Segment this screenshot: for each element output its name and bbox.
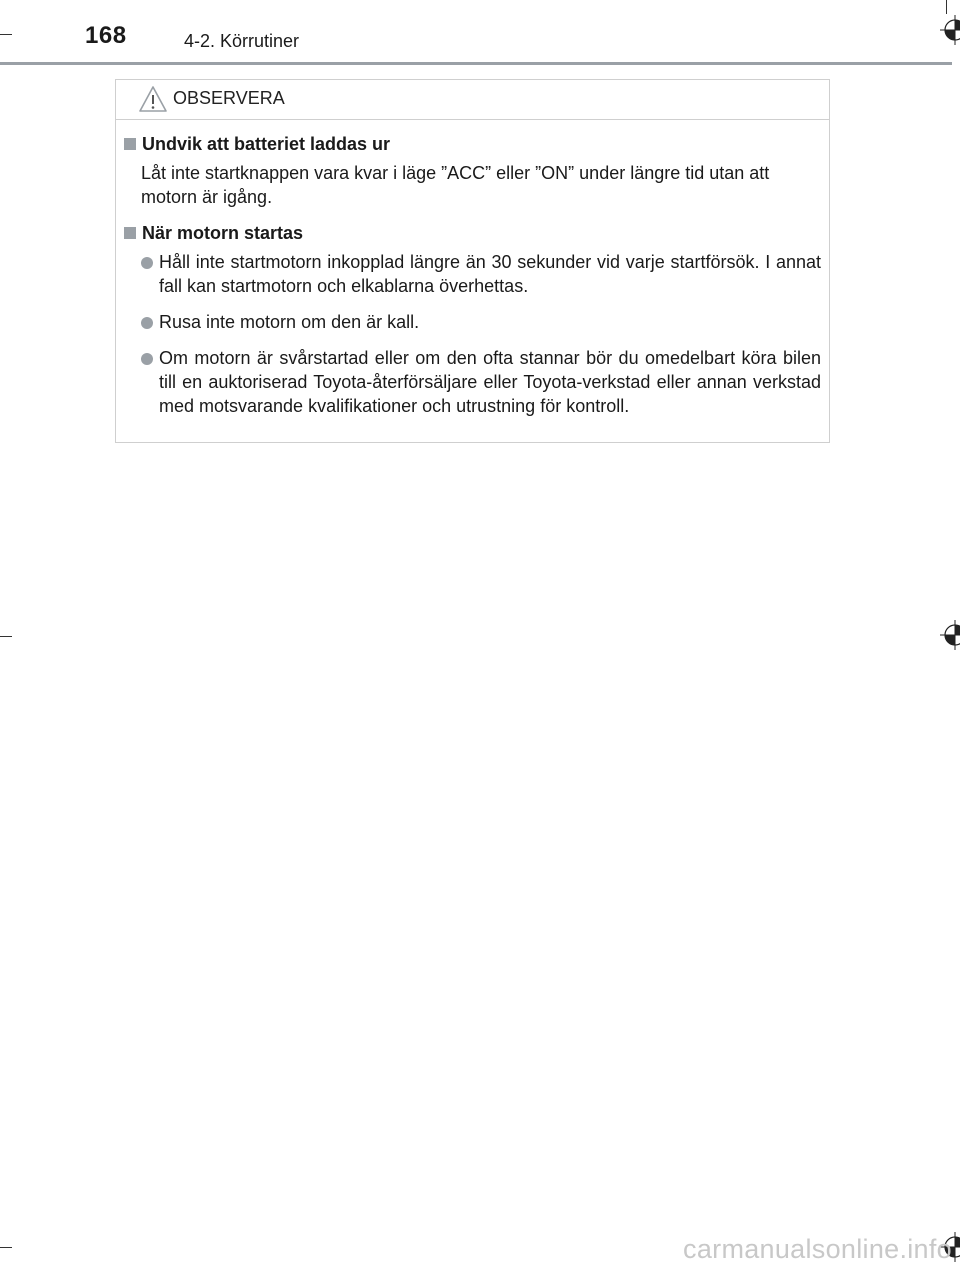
list-item	[124, 310, 821, 334]
registration-mark-icon	[940, 15, 960, 45]
round-bullet-icon	[141, 257, 153, 269]
header-rule	[0, 62, 952, 65]
crop-mark	[0, 34, 12, 35]
section-heading	[124, 221, 821, 245]
notice-title: OBSERVERA	[173, 88, 285, 108]
crop-mark	[946, 0, 947, 14]
list-item-text: Rusa inte motorn om den är kall.	[159, 312, 420, 332]
page-number: 168	[85, 22, 127, 49]
crop-mark	[0, 636, 12, 637]
square-bullet-icon	[124, 138, 136, 150]
section-paragraph: Låt inte startknappen vara kvar i läge ”ACC” eller ”ON” under längre tid utan att motorn är igång.	[141, 163, 770, 207]
square-bullet-icon	[124, 227, 136, 239]
section-heading	[124, 132, 821, 156]
section-heading-text: När motorn startas	[142, 223, 304, 243]
list-item-text: Om motorn är svårstartad eller om den ofta stannar bör du omedelbart köra bilen till en auktoriserad Toyota-återförsäljare eller Toyota-verkstad eller annan verkstad med motsvarande kvalifikationer och utrustning för kontroll.	[159, 348, 821, 416]
warning-triangle-icon	[138, 85, 168, 113]
notice-header	[116, 80, 829, 120]
crop-mark	[0, 1247, 12, 1248]
list-item	[124, 346, 821, 418]
section-title: 4-2. Körrutiner	[184, 31, 300, 51]
list-item	[124, 250, 821, 298]
list-item-text: Håll inte startmotorn inkopplad längre än 30 sekunder vid varje startförsök. I annat fall kan startmotorn och elkablarna överhettas.	[159, 252, 821, 296]
round-bullet-icon	[141, 353, 153, 365]
section-heading-text: Undvik att batteriet laddas ur	[142, 134, 391, 154]
notice-box	[115, 79, 830, 443]
round-bullet-icon	[141, 317, 153, 329]
notice-body	[124, 132, 821, 430]
watermark: carmanualsonline.info	[683, 1234, 952, 1264]
registration-mark-icon	[940, 620, 960, 650]
